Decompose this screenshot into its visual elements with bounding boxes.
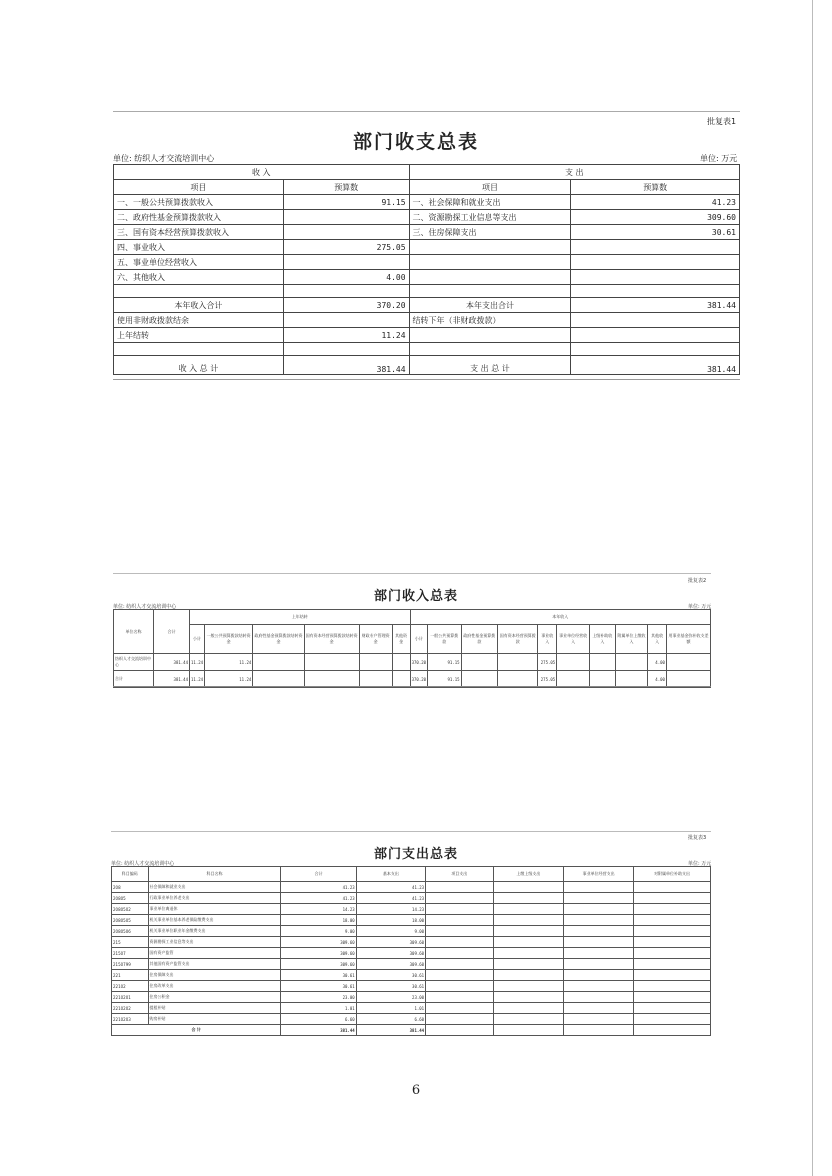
expense-total: 309.60 [281,959,356,970]
income-value: 381.44 [283,356,409,375]
income-cell: 275.05 [538,671,557,688]
expense-empty-cell [634,981,711,992]
expense-empty-cell [426,882,493,893]
income-cell: 370.20 [410,671,427,688]
expense-empty-cell [493,992,564,1003]
income-col-header: 国有资本经营预算拨款 [498,625,538,654]
expense-empty-cell [564,1025,634,1036]
income-cell: 91.15 [428,671,461,688]
table2-badge: 批复表2 [688,578,707,584]
expense-total: 18.00 [281,915,356,926]
expense-value: 381.44 [571,356,740,375]
income-cell [304,671,359,688]
income-col-header: 合计 [154,610,190,654]
expense-row [112,915,711,926]
expense-grand-total: 381.44 [281,1025,356,1036]
expense-item: 三、住房保障支出 [409,225,571,240]
expense-total: 309.60 [281,937,356,948]
income-row-name: 合计 [114,671,154,688]
summary-row [114,328,740,343]
income-col-header: 政府性基金预算拨款 [461,625,498,654]
expense-empty-cell [564,981,634,992]
expense-code: 2080502 [112,904,149,915]
income-cell [615,671,648,688]
expense-item [409,328,571,343]
page-number: 6 [411,1083,421,1098]
expense-empty-cell [493,926,564,937]
expense-empty-cell [634,915,711,926]
expense-empty-cell [493,981,564,992]
expense-empty-cell [634,1003,711,1014]
expense-value [571,313,740,328]
expense-total: 1.01 [281,1003,356,1014]
expense-item [409,285,571,298]
income-item [114,343,284,356]
expense-row [112,992,711,1003]
expense-row [112,970,711,981]
expense-empty-cell [493,937,564,948]
expense-empty-cell [493,1003,564,1014]
expense-row [112,893,711,904]
expense-name: 住房公积金 [148,992,281,1003]
expense-total: 30.61 [281,981,356,992]
table3-title: 部门支出总表 [373,847,458,862]
income-value [283,343,409,356]
expense-empty-cell [426,926,493,937]
income-value: 370.20 [283,298,409,313]
income-cell [666,671,710,688]
expense-empty-cell [564,915,634,926]
table1-badge: 批复表1 [707,117,737,126]
expense-value [571,255,740,270]
income-cell [359,654,392,671]
expense-name: 购房补贴 [148,1014,281,1025]
income-col-header: 上级补助收入 [590,625,615,654]
income-value [283,225,409,240]
expense-basic: 18.00 [356,915,425,926]
expense-basic: 309.60 [356,959,425,970]
income-cell: 91.15 [428,654,461,671]
income-cell [461,654,498,671]
income-cell: 11.24 [190,671,205,688]
income-cell [557,654,590,671]
expense-empty-cell [634,1025,711,1036]
expense-total: 6.60 [281,1014,356,1025]
income-col-header: 财政专户管理资金 [359,625,392,654]
expense-basic: 309.60 [356,948,425,959]
income-cell [392,654,410,671]
expense-empty-cell [564,882,634,893]
income-col-header: 事业收入 [538,625,557,654]
expense-empty-cell [426,1014,493,1025]
expense-empty-cell [426,959,493,970]
expense-basic: 309.60 [356,937,425,948]
expense-value: 309.60 [571,210,740,225]
expense-item [409,343,571,356]
expense-item [409,270,571,285]
expense-item: 一、社会保障和就业支出 [409,195,571,210]
income-item: 六、其他收入 [114,270,284,285]
col-item: 项目 [409,180,571,195]
income-col-header: 一般公共预算拨款结转资金 [205,625,253,654]
col-item: 项目 [114,180,284,195]
expense-row [112,948,711,959]
table3-badge: 批复表3 [688,835,707,841]
income-expense-summary-table [113,164,740,375]
expense-empty-cell [493,893,564,904]
table3-unit: 单位: 纺织人才交流培训中心 [111,861,175,867]
expense-item: 本年支出合计 [409,298,571,313]
income-cell [557,671,590,688]
expense-code: 2150799 [112,959,149,970]
expense-empty-cell [564,959,634,970]
income-cell: 381.44 [154,654,190,671]
expense-name: 提租补贴 [148,1003,281,1014]
expense-table [111,866,711,1036]
expense-empty-cell [564,1014,634,1025]
expense-value [571,285,740,298]
expense-row [112,904,711,915]
expense-name: 事业单位离退休 [148,904,281,915]
summary-row [114,240,740,255]
table3-unit-right: 单位: 万元 [688,861,712,867]
income-cell [304,654,359,671]
expense-empty-cell [634,992,711,1003]
expense-empty-cell [564,970,634,981]
expense-row [112,1014,711,1025]
income-cell [498,654,538,671]
income-row [114,671,711,688]
income-cell: 11.24 [205,654,253,671]
expense-row [112,959,711,970]
expense-total-row [112,1025,711,1036]
expense-empty-cell [426,970,493,981]
expense-row [112,882,711,893]
group-prev-header: 上年结转 [190,610,411,625]
income-cell [615,654,648,671]
expense-total: 30.61 [281,970,356,981]
expense-code: 221 [112,970,149,981]
expense-empty-cell [493,1014,564,1025]
expense-row [112,981,711,992]
expense-row [112,937,711,948]
expense-empty-cell [634,904,711,915]
expense-empty-cell [564,904,634,915]
income-cell [666,654,710,671]
income-value [283,285,409,298]
expense-value [571,270,740,285]
income-item: 上年结转 [114,328,284,343]
expense-empty-cell [564,992,634,1003]
expense-row [112,1003,711,1014]
expense-empty-cell [564,948,634,959]
table2-title: 部门收入总表 [373,589,458,604]
expense-col-header: 合计 [281,867,356,882]
expense-name: 机关事业单位职业年金缴费支出 [148,926,281,937]
income-cell: 275.05 [538,654,557,671]
income-value [283,210,409,225]
expense-empty-cell [564,893,634,904]
income-col-header: 小计 [410,625,427,654]
expense-basic: 6.60 [356,1014,425,1025]
income-value: 275.05 [283,240,409,255]
income-value: 91.15 [283,195,409,210]
income-col-header: 一般公共预算拨款 [428,625,461,654]
expense-empty-cell [634,926,711,937]
expense-basic: 1.01 [356,1003,425,1014]
expense-value: 30.61 [571,225,740,240]
summary-row [114,225,740,240]
summary-row [114,255,740,270]
expense-empty-cell [634,970,711,981]
group-curr-header: 本年收入 [410,610,710,625]
income-item: 收 入 总 计 [114,356,284,375]
expense-col-header: 事业单位经营支出 [564,867,634,882]
summary-row [114,195,740,210]
expense-empty-cell [634,948,711,959]
table1-unit: 单位: 纺织人才交流培训中心 [113,154,215,163]
expense-total: 14.23 [281,904,356,915]
table3-top-rule [111,831,711,832]
income-col-header: 事业单位经营收入 [557,625,590,654]
table1-title: 部门收支总表 [352,131,479,153]
income-cell [498,671,538,688]
expense-basic: 30.61 [356,981,425,992]
expense-empty-cell [493,1025,564,1036]
expense-total: 309.60 [281,948,356,959]
expense-empty-cell [634,959,711,970]
table2-unit: 单位: 纺织人才交流培训中心 [113,604,177,610]
expense-name: 社会保障和就业支出 [148,882,281,893]
expense-code: 20805 [112,893,149,904]
income-value [283,255,409,270]
expense-col-header: 对附属单位补助支出 [634,867,711,882]
table2-bottom-rule [113,686,711,687]
expense-grand-basic: 381.44 [356,1025,425,1036]
table1-bottom-rule [113,379,740,380]
expense-code: 2210201 [112,992,149,1003]
expense-empty-cell [426,915,493,926]
income-cell: 370.20 [410,654,427,671]
expense-empty-cell [426,1025,493,1036]
income-value: 4.00 [283,270,409,285]
expense-empty-cell [426,948,493,959]
expense-col-header: 科目名称 [148,867,281,882]
income-item: 使用非财政拨款结余 [114,313,284,328]
income-col-header: 单位名称 [114,610,154,654]
expense-code: 2080505 [112,915,149,926]
income-col-header: 国有资本经营预算拨款结转资金 [304,625,359,654]
expense-code: 22102 [112,981,149,992]
income-cell: 4.00 [648,654,667,671]
expense-empty-cell [493,970,564,981]
income-cell: 4.00 [648,671,667,688]
income-value: 11.24 [283,328,409,343]
expense-empty-cell [493,959,564,970]
expense-value [571,240,740,255]
expense-name: 机关事业单位基本养老保险缴费支出 [148,915,281,926]
income-col-header: 用事业基金弥补收支差额 [666,625,710,654]
expense-item: 支 出 总 计 [409,356,571,375]
expense-value [571,343,740,356]
expense-empty-cell [564,1003,634,1014]
income-item: 四、事业收入 [114,240,284,255]
expense-code: 2210202 [112,1003,149,1014]
expense-item [409,255,571,270]
summary-row [114,210,740,225]
expense-col-header: 基本支出 [356,867,425,882]
expense-basic: 41.23 [356,893,425,904]
expense-name: 其他国有资产监管支出 [148,959,281,970]
income-item: 一、一般公共预算拨款收入 [114,195,284,210]
summary-row [114,298,740,313]
expense-empty-cell [634,1014,711,1025]
expense-basic: 30.61 [356,970,425,981]
income-col-header: 政府性基金预算拨款结转资金 [253,625,304,654]
income-cell [253,671,304,688]
expense-value: 381.44 [571,298,740,313]
expense-header: 支 出 [409,165,739,180]
income-row [114,654,711,671]
expense-total: 9.00 [281,926,356,937]
expense-empty-cell [493,882,564,893]
expense-empty-cell [426,1003,493,1014]
expense-code: 2080506 [112,926,149,937]
col-budget: 预算数 [283,180,409,195]
income-col-header: 其他收入 [648,625,667,654]
expense-name: 行政事业单位养老支出 [148,893,281,904]
expense-empty-cell [426,893,493,904]
expense-empty-cell [493,915,564,926]
income-cell: 381.44 [154,671,190,688]
table2-unit-right: 单位: 万元 [688,604,712,610]
income-cell [461,671,498,688]
expense-basic: 41.23 [356,882,425,893]
income-row-name: 纺织人才交流培训中心 [114,654,154,671]
expense-total: 41.23 [281,882,356,893]
expense-total: 23.00 [281,992,356,1003]
expense-value [571,328,740,343]
income-header: 收 入 [114,165,410,180]
expense-col-header: 项目支出 [426,867,493,882]
table1-top-rule [113,111,740,112]
income-table [113,609,711,688]
expense-empty-cell [426,981,493,992]
income-cell [359,671,392,688]
income-cell [590,671,615,688]
income-cell: 11.24 [190,654,205,671]
income-col-header: 附属单位上缴收入 [615,625,648,654]
income-value [283,313,409,328]
expense-empty-cell [564,926,634,937]
expense-total-label: 合 计 [112,1025,281,1036]
expense-empty-cell [426,992,493,1003]
expense-item: 结转下年（非财政拨款） [409,313,571,328]
expense-code: 21507 [112,948,149,959]
expense-empty-cell [634,893,711,904]
expense-item: 二、资源勘探工业信息等支出 [409,210,571,225]
expense-empty-cell [493,948,564,959]
table2-top-rule [113,573,711,574]
income-col-header: 小计 [190,625,205,654]
expense-col-header: 科目编码 [112,867,149,882]
expense-empty-cell [634,937,711,948]
summary-row [114,285,740,298]
expense-name: 国有资产监管 [148,948,281,959]
expense-empty-cell [493,904,564,915]
expense-empty-cell [634,882,711,893]
income-item: 本年收入合计 [114,298,284,313]
expense-name: 住房保障支出 [148,970,281,981]
expense-empty-cell [426,904,493,915]
summary-row [114,313,740,328]
income-col-header: 其他资金 [392,625,410,654]
income-item: 五、事业单位经营收入 [114,255,284,270]
expense-code: 2210203 [112,1014,149,1025]
expense-total: 41.23 [281,893,356,904]
expense-col-header: 上缴上级支出 [493,867,564,882]
expense-value: 41.23 [571,195,740,210]
expense-item [409,240,571,255]
expense-name: 住房改革支出 [148,981,281,992]
expense-code: 215 [112,937,149,948]
col-budget: 预算数 [571,180,740,195]
summary-row [114,356,740,375]
table1-unit-right: 单位: 万元 [700,154,738,163]
expense-empty-cell [426,937,493,948]
summary-row [114,270,740,285]
expense-basic: 23.00 [356,992,425,1003]
expense-empty-cell [564,937,634,948]
summary-row [114,343,740,356]
expense-basic: 14.23 [356,904,425,915]
income-cell [392,671,410,688]
expense-name: 资源勘探工业信息等支出 [148,937,281,948]
income-cell: 11.24 [205,671,253,688]
income-cell [590,654,615,671]
income-item: 三、国有资本经营预算拨款收入 [114,225,284,240]
income-cell [253,654,304,671]
expense-basic: 9.00 [356,926,425,937]
expense-code: 208 [112,882,149,893]
expense-row [112,926,711,937]
income-item: 二、政府性基金预算拨款收入 [114,210,284,225]
income-item [114,285,284,298]
